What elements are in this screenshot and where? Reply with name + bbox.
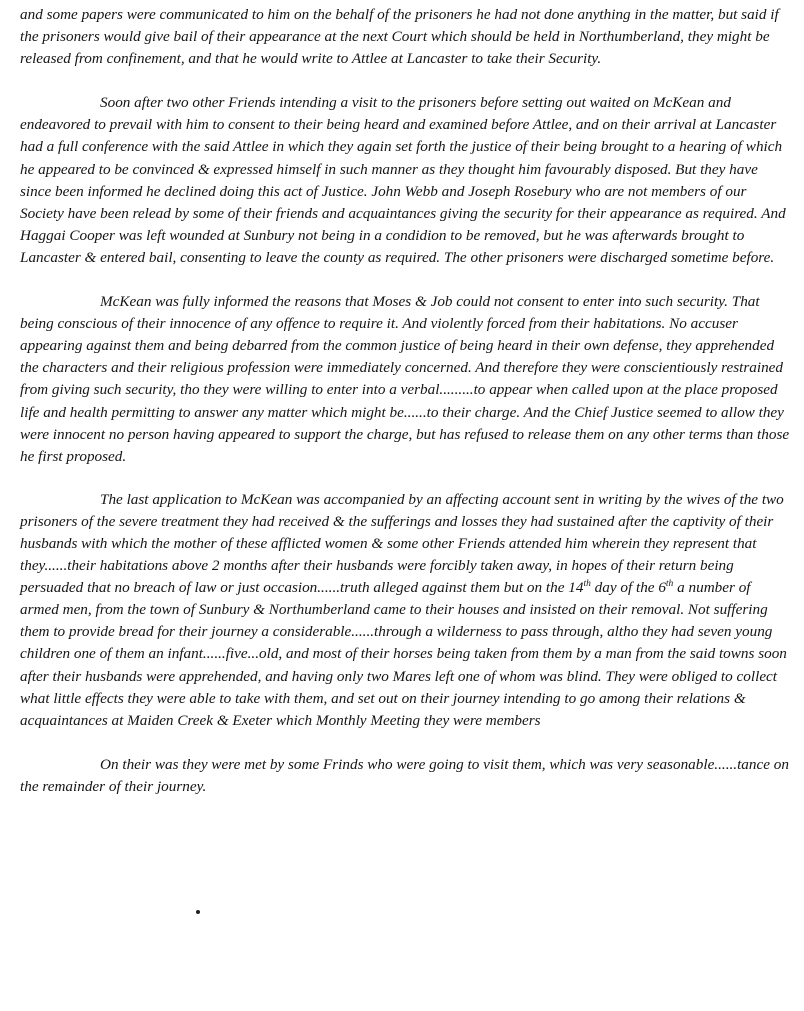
document-page xyxy=(20,4,792,798)
paragraph-4-part-2: day of the 6 xyxy=(590,579,666,597)
paragraph-3: McKean was fully informed the reasons that Moses & Job could not consent to enter into such security. That being conscious of their innocence of any offence to require it. And violently forced from their habitations. No accuser appearing against them and being debarred from the common justice of being heard in their own defense, they apprehended the characters and their religious profession were immediately concerned. And therefore they were conscientiously restrained from giving such security, tho they were willing to enter into a verbal.........to appear when called upon at the place proposed life and health permitting to answer any matter which might be......to their charge. And the Chief Justice seemed to allow they were innocent no person having appeared to support the charge, but has refused to release them on any other terms than those he first proposed. xyxy=(20,293,790,465)
ordinal-suffix-1: th xyxy=(583,579,591,590)
ordinal-suffix-2: th xyxy=(665,579,674,590)
scan-speck xyxy=(196,910,200,914)
paragraph-4 xyxy=(20,489,792,732)
paragraph-2: Soon after two other Friends intending a visit to the prisoners before setting out waited on McKean and endeavored to prevail with him to consent to their being heard and examined before Attlee, and on their arrival at Lancaster had a full conference with the said Attlee in which they again set forth the justice of their being brought to a hearing of which he appeared to be convinced & expressed himself in such manner as they thought him favourably disposed. But they have since been informed he declined doing this act of Justice. John Webb and Joseph Rosebury who are not members of our Society have been relead by some of their friends and acquaintances giving the security for their appearance as required. And Haggai Cooper was left wounded at Sunbury not being in a condidion to be removed, but he was afterwards brought to Lancaster & entered bail, consenting to leave the county as required. The other prisoners were discharged sometime before. xyxy=(20,94,786,266)
paragraph-1: and some papers were communicated to him on the behalf of the prisoners he had not done anything in the matter, but said if the prisoners would give bail of their appearance at the next Court which should be held in Northumberland, they might be released from confinement, and that he would write to Attlee at Lancaster to take their Security. xyxy=(20,6,779,68)
paragraph-4-part-1: The last application to McKean was accompanied by an affecting account sent in writing by the wives of the two prisoners of the severe treatment they had received & the sufferings and losses they had sustained after the captivity of their husbands with which the mother of these afflicted women & some other Friends attended him wherein they represent that they......their habitations above 2 months after their husbands were forcibly taken away, in hopes of their return being persuaded that no breach of law or just occasion......truth alleged against them but on the 14 xyxy=(20,490,784,597)
paragraph-4-part-3: a number of armed men, from the town of Sunbury & Northumberland came to their houses and insisted on their removal. Not suffering them to provide bread for their journey a considerable......through a wilderness to pass through, altho they had seven young children one of them an infant......five...old, and most of their horses being taken from them by a man from the said towns soon after their husbands were apprehended, and having only two Mares left one of whom was blind. They were obliged to collect what little effects they were able to take with them, and set out on their journey intending to go among their relations & acquaintances at Maiden Creek & Exeter which Monthly Meeting they were members xyxy=(20,579,787,729)
paragraph-5: On their was they were met by some Frinds who were going to visit them, which was very seasonable......tance on the remainder of their journey. xyxy=(20,755,789,795)
